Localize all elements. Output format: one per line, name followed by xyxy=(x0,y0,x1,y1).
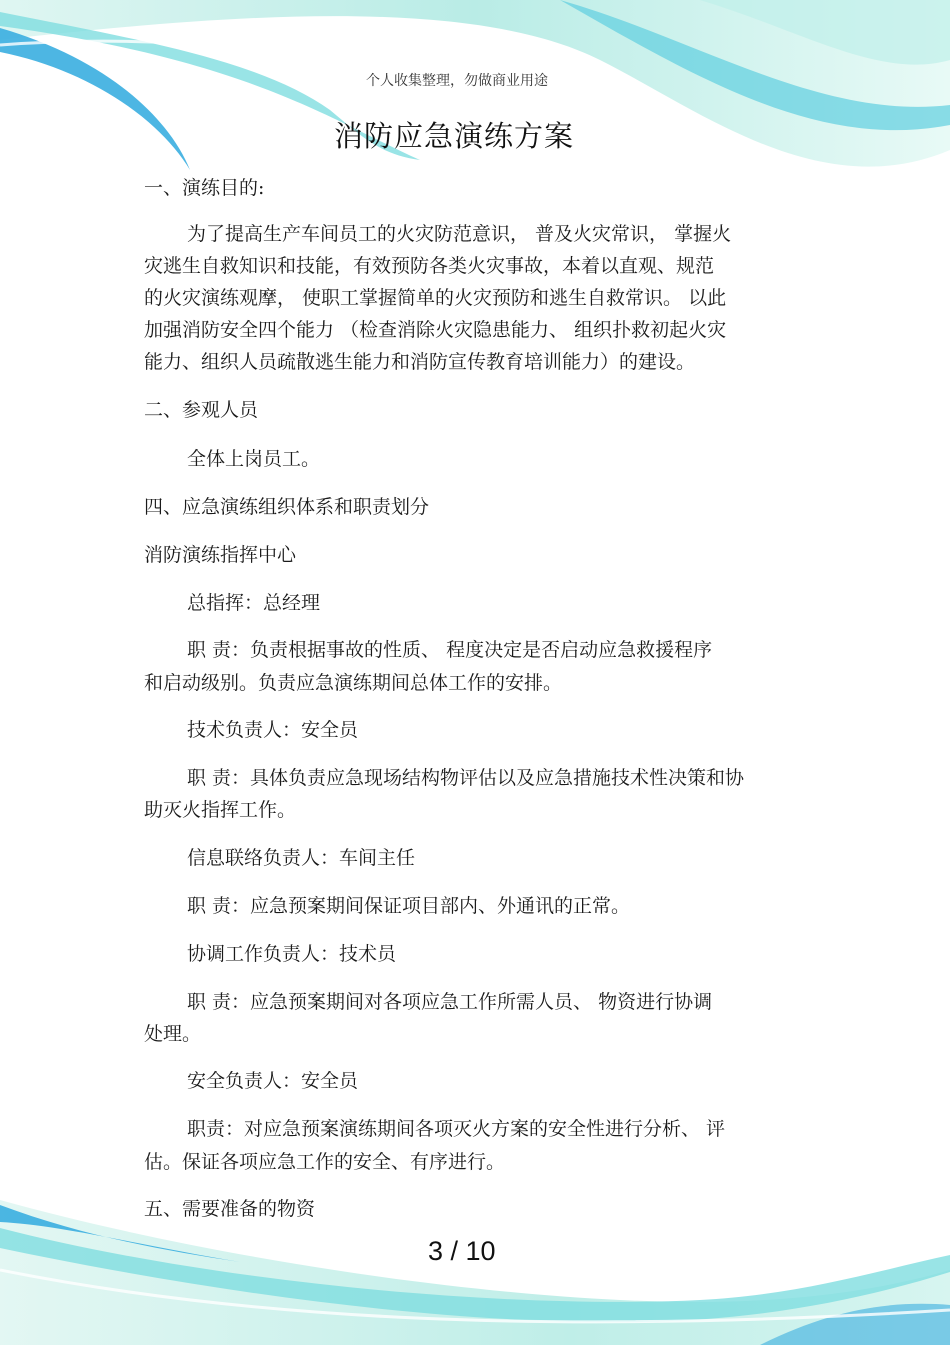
paragraph-line: 助灭火指挥工作。 xyxy=(144,799,297,821)
paragraph-line: 加强消防安全四个能力 （检查消除火灾隐患能力、 组织扑救初起火灾 xyxy=(144,319,727,341)
subheading-command-center: 消防演练指挥中心 xyxy=(144,544,297,566)
paragraph-line: 为了提高生产车间员工的火灾防范意识， 普及火灾常识， 掌握火 xyxy=(187,223,732,245)
paragraph-line: 和启动级别。负责应急演练期间总体工作的安排。 xyxy=(144,672,563,694)
role-line: 技术负责人：安全员 xyxy=(187,719,359,741)
duty-line: 职 责：负责根据事故的性质、 程度决定是否启动应急救援程序 xyxy=(187,639,713,661)
role-line: 总指挥：总经理 xyxy=(187,592,321,614)
duty-line: 职 责：应急预案期间保证项目部内、外通讯的正常。 xyxy=(187,895,631,917)
section-heading-participants: 二、参观人员 xyxy=(144,399,259,421)
page-title: 消防应急演练方案 xyxy=(334,119,575,153)
section-heading-materials: 五、需要准备的物资 xyxy=(144,1198,316,1220)
paragraph-line: 能力、组织人员疏散逃生能力和消防宣传教育培训能力）的建设。 xyxy=(144,351,696,373)
role-line: 协调工作负责人：技术员 xyxy=(187,943,397,965)
section-heading-organization: 四、应急演练组织体系和职责划分 xyxy=(144,496,430,518)
paragraph-line: 估。保证各项应急工作的安全、有序进行。 xyxy=(144,1151,506,1173)
duty-line: 职责：对应急预案演练期间各项灭火方案的安全性进行分析、 评 xyxy=(187,1118,726,1140)
watermark-text: 个人收集整理，勿做商业用途 xyxy=(366,73,548,89)
section-heading-purpose: 一、演练目的: xyxy=(144,177,265,199)
page-indicator: 3 / 10 xyxy=(428,1236,496,1266)
paragraph-line: 灾逃生自救知识和技能，有效预防各类火灾事故，本着以直观、规范 xyxy=(144,255,715,277)
role-line: 信息联络负责人：车间主任 xyxy=(187,847,416,869)
paragraph-line: 全体上岗员工。 xyxy=(187,448,321,470)
paragraph-line: 的火灾演练观摩， 使职工掌握简单的火灾预防和逃生自救常识。 以此 xyxy=(144,287,727,309)
role-line: 安全负责人：安全员 xyxy=(187,1070,359,1092)
paragraph-line: 处理。 xyxy=(144,1023,202,1045)
duty-line: 职 责：具体负责应急现场结构物评估以及应急措施技术性决策和协 xyxy=(187,767,745,789)
duty-line: 职 责：应急预案期间对各项应急工作所需人员、 物资进行协调 xyxy=(187,991,713,1013)
